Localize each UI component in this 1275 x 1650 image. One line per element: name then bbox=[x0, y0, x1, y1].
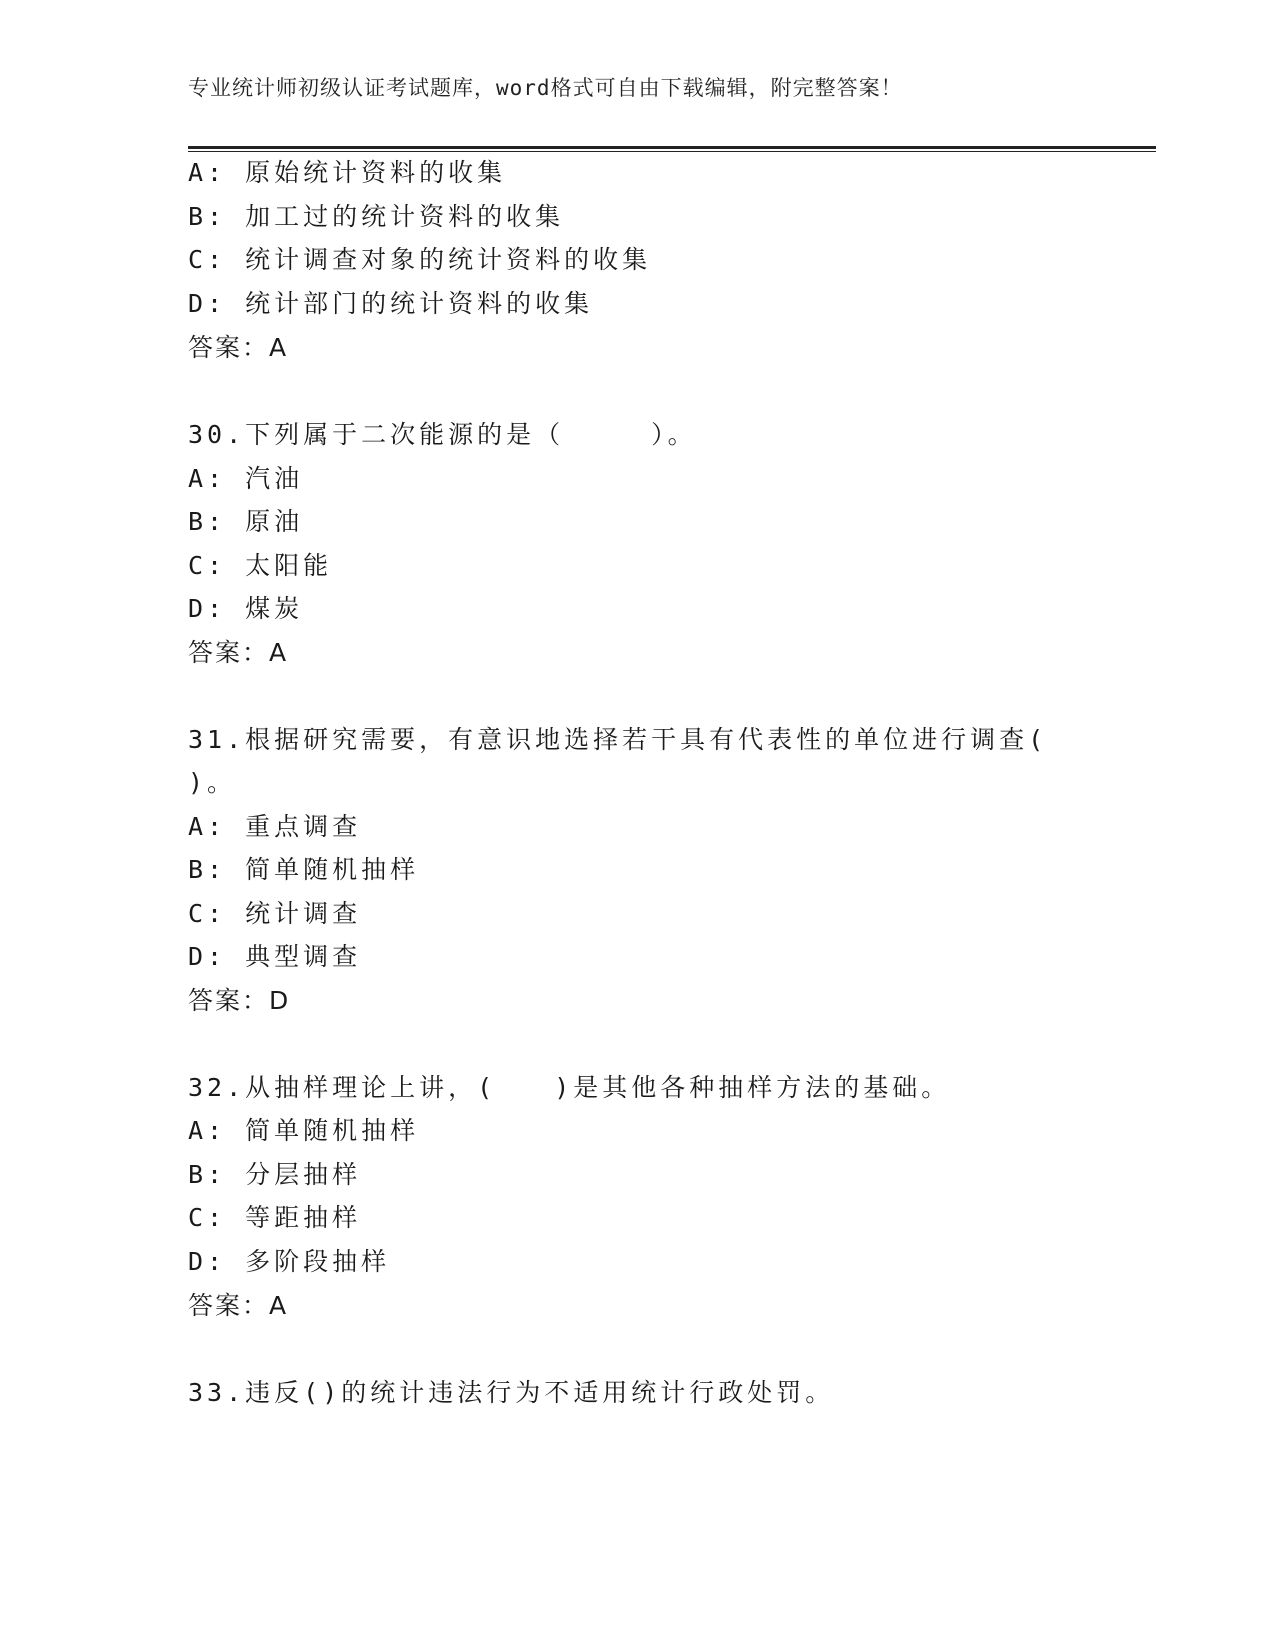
q30-answer: 答案：A bbox=[188, 638, 289, 667]
q31-option-c: C: 统计调查 bbox=[188, 899, 362, 928]
q31-option-d: D: 典型调查 bbox=[188, 942, 362, 971]
q31-option-a: A: 重点调查 bbox=[188, 812, 362, 841]
document-header: 专业统计师初级认证考试题库，word格式可自由下载编辑，附完整答案！ bbox=[188, 76, 903, 100]
q32-stem: 32.从抽样理论上讲，( )是其他各种抽样方法的基础。 bbox=[188, 1073, 951, 1102]
q32-option-a: A: 简单随机抽样 bbox=[188, 1116, 420, 1145]
q31-stem-line1: 31.根据研究需要，有意识地选择若干具有代表性的单位进行调查( bbox=[188, 725, 1048, 754]
q32-option-c: C: 等距抽样 bbox=[188, 1203, 362, 1232]
header-rule-thin bbox=[188, 151, 1156, 152]
header-rule-thick bbox=[188, 146, 1156, 149]
prev-answer: 答案：A bbox=[188, 333, 289, 362]
q32-option-b: B: 分层抽样 bbox=[188, 1160, 362, 1189]
prev-option-d: D: 统计部门的统计资料的收集 bbox=[188, 289, 594, 318]
q30-option-a: A: 汽油 bbox=[188, 464, 304, 493]
q32-answer: 答案：A bbox=[188, 1291, 289, 1320]
q31-option-b: B: 简单随机抽样 bbox=[188, 855, 420, 884]
q31-answer: 答案：D bbox=[188, 986, 291, 1015]
q32-option-d: D: 多阶段抽样 bbox=[188, 1247, 391, 1276]
q30-stem: 30.下列属于二次能源的是（ ）。 bbox=[188, 420, 697, 449]
prev-option-c: C: 统计调查对象的统计资料的收集 bbox=[188, 245, 652, 274]
q30-option-c: C: 太阳能 bbox=[188, 551, 333, 580]
prev-option-a: A: 原始统计资料的收集 bbox=[188, 158, 507, 187]
q31-stem-line2: )。 bbox=[188, 768, 237, 797]
q33-stem: 33.违反()的统计违法行为不适用统计行政处罚。 bbox=[188, 1378, 835, 1407]
q30-option-d: D: 煤炭 bbox=[188, 594, 304, 623]
q30-option-b: B: 原油 bbox=[188, 507, 304, 536]
prev-option-b: B: 加工过的统计资料的收集 bbox=[188, 202, 565, 231]
